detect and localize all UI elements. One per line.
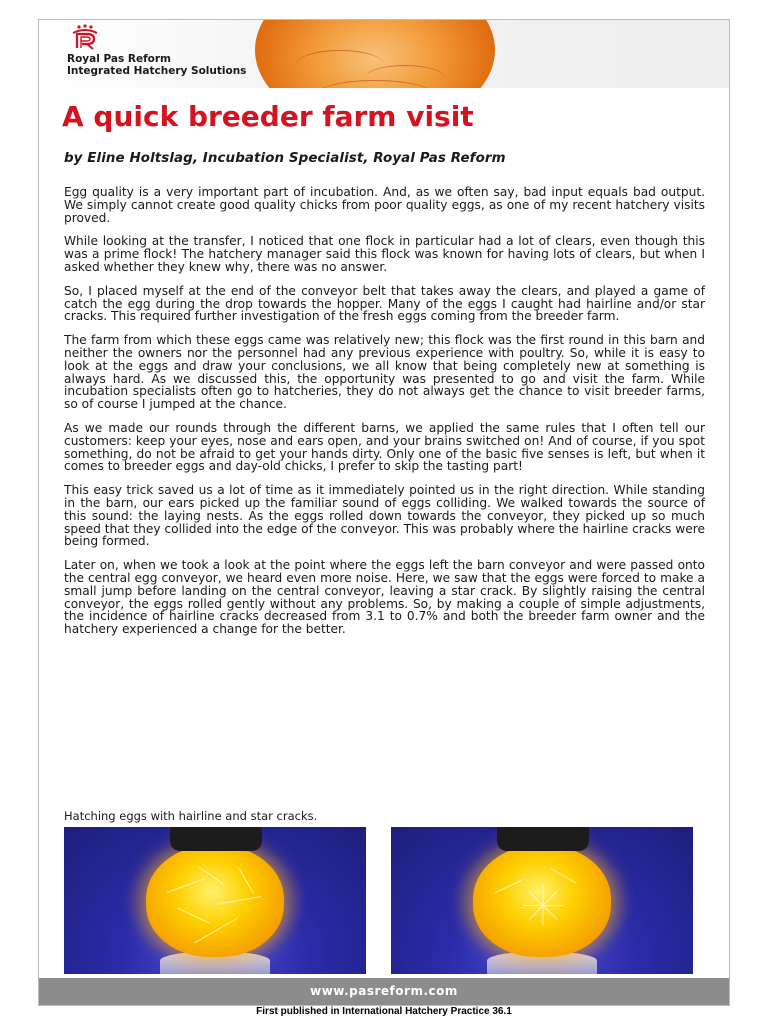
publication-note: First published in International Hatchery Practice 36.1 [256, 1006, 512, 1017]
paragraph: So, I placed myself at the end of the conveyor belt that takes away the clears, and played a game of catch the egg during the drop towards the hopper. Many of the eggs I caught had hairline and/or star cracks. This required further investigation of the fresh eggs coming from the breeder farm. [64, 283, 705, 324]
brand-name [67, 53, 246, 77]
paragraph: Later on, when we took a look at the point where the eggs left the barn conveyor and were passed onto the central egg conveyor, we heard even more noise. Here, we saw that the eggs were forced to make a small jump before landing on the central conveyor, leaving a star crack. By slightly raising the central conveyor, the eggs rolled gently without any problems. So, by making a couple of simple adjustments, the incidence of hairline cracks decreased from 3.1 to 0.7% and both the breeder farm owner and the hatchery experienced a change for the better. [64, 558, 705, 637]
website-link[interactable]: www.pasreform.com [310, 984, 458, 998]
crown-p-logo-icon [65, 24, 105, 50]
brand-line-2: Integrated Hatchery Solutions [67, 65, 247, 77]
header-egg-image [255, 20, 495, 88]
paragraph: Egg quality is a very important part of incubation. And, as we often say, bad input equals bad output. We simply cannot create good quality chicks from poor quality eggs, as one of my recent hatchery visits proved. [64, 185, 705, 225]
article-body [64, 186, 705, 647]
egg-photo-star-crack [391, 827, 693, 974]
figure-caption: Hatching eggs with hairline and star cracks. [64, 809, 318, 823]
article-page [38, 19, 730, 1006]
paragraph: This easy trick saved us a lot of time as it immediately pointed us in the right direction. While standing in the barn, our ears picked up the familiar sound of eggs colliding. We walked towards the source of this sound: the laying nests. As the eggs rolled down towards the conveyor, they picked up so much speed that they collided into the edge of the conveyor. This was probably where the hairline cracks were being formed. [64, 483, 705, 549]
page-header [39, 20, 729, 88]
paragraph: The farm from which these eggs came was relatively new; this flock was the first round in this barn and neither the owners nor the personnel had any previous experience with poultry. So, while it is easy to look at the eggs and draw your conclusions, we all know that being completely new at something is always hard. As we discussed this, the opportunity was presented to go and visit the farm. While incubation specialists often go to hatcheries, they do not always get the chance to visit breeder farms, so of course I jumped at the chance. [64, 333, 705, 412]
footer-band [39, 978, 729, 1005]
brand-line-1: Royal Pas Reform [67, 53, 171, 65]
egg-photo-hairline [64, 827, 366, 974]
article-byline: by Eline Holtslag, Incubation Specialist, Royal Pas Reform [64, 151, 506, 166]
paragraph: As we made our rounds through the different barns, we applied the same rules that I often tell our customers: keep your eyes, nose and ears open, and your brains switched on! And of course, if you spot something, do not be afraid to get your hands dirty. Only one of the basic five senses is left, but when it comes to breeder eggs and day-old chicks, I prefer to skip the tasting part! [64, 420, 705, 474]
paragraph: While looking at the transfer, I noticed that one flock in particular had a lot of clears, even though this was a prime flock! The hatchery manager said this flock was known for having lots of clears, but when I asked whether they knew why, there was no answer. [64, 234, 705, 274]
article-title: A quick breeder farm visit [62, 100, 474, 133]
